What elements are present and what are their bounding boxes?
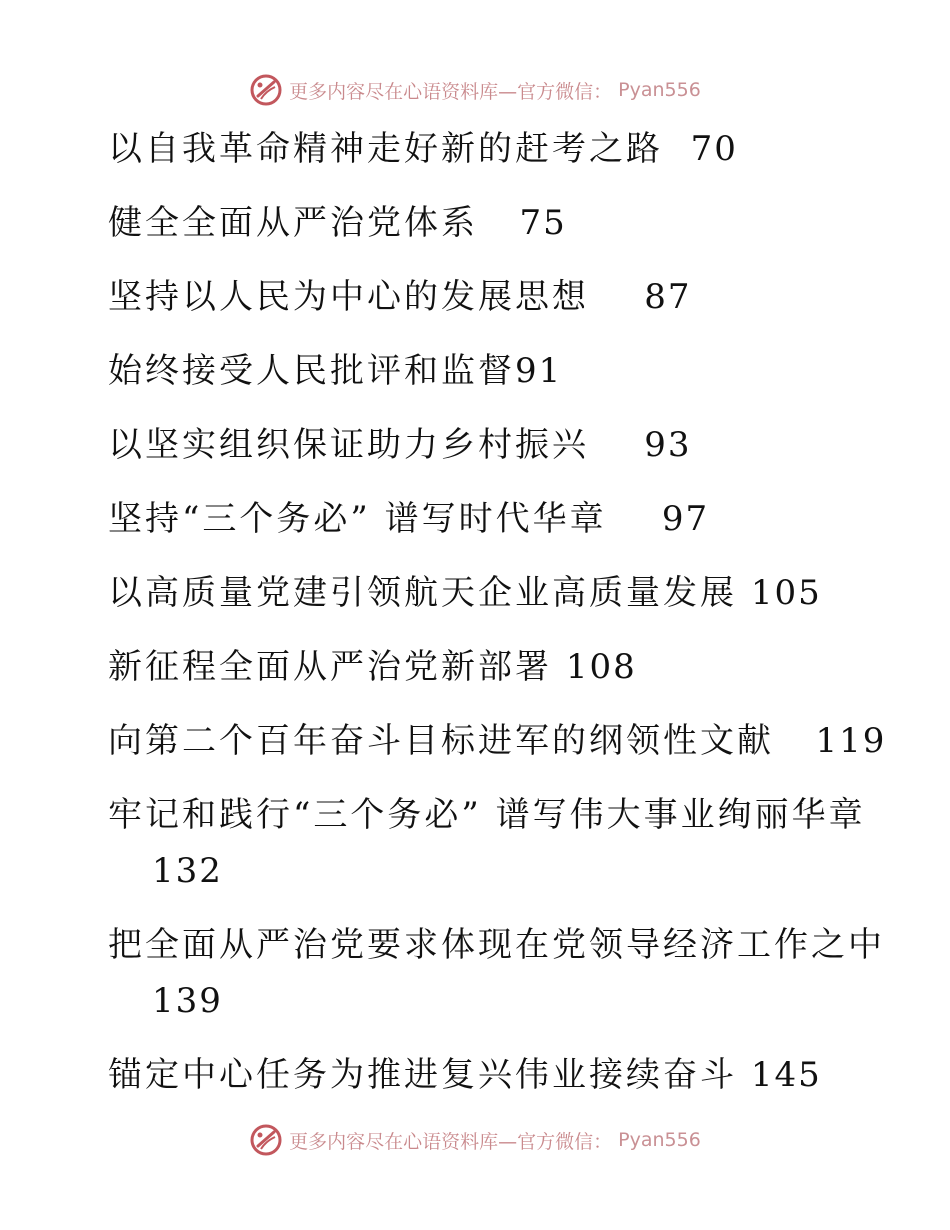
toc-entry-title: 牢记和践行“三个务必” 谱写伟大事业绚丽华章 xyxy=(108,795,866,835)
toc-entry-gap xyxy=(737,1055,751,1095)
toc-entry xyxy=(108,408,868,482)
watermark-id: Pyan556 xyxy=(618,1129,701,1151)
watermark-header xyxy=(0,72,950,108)
toc-entry-gap xyxy=(737,573,751,613)
toc-entry-title: 以高质量党建引领航天企业高质量发展 xyxy=(108,573,737,613)
toc-entry xyxy=(108,482,868,556)
toc-entry xyxy=(108,1038,868,1112)
toc-entry-page-number: 87 xyxy=(644,277,692,317)
toc-entry xyxy=(108,908,885,1038)
seal-icon xyxy=(249,1123,283,1157)
toc-entry-page-number: 97 xyxy=(661,499,710,539)
toc-entry-page-number: 105 xyxy=(750,573,822,613)
toc-entry xyxy=(108,556,868,630)
toc-entry-page-number: 70 xyxy=(690,129,738,169)
toc-entry-page-number: 145 xyxy=(750,1055,822,1095)
toc-entry-gap xyxy=(589,425,644,465)
seal-icon xyxy=(249,73,283,107)
toc-entry-title: 健全全面从严治党体系 xyxy=(108,203,478,243)
watermark-text: 更多内容尽在心语资料库—官方微信： xyxy=(289,1130,613,1153)
toc-entry-gap xyxy=(607,499,662,539)
toc-entry xyxy=(108,186,868,260)
watermark-text: 更多内容尽在心语资料库—官方微信： xyxy=(289,80,613,103)
toc-entry-gap xyxy=(589,277,644,317)
toc-entry-page-number: 93 xyxy=(644,425,692,465)
toc-entry xyxy=(108,260,868,334)
toc-entry xyxy=(108,334,868,408)
toc-entry-title: 向第二个百年奋斗目标进军的纲领性文献 xyxy=(108,721,774,761)
toc-entry-title: 锚定中心任务为推进复兴伟业接续奋斗 xyxy=(108,1055,737,1095)
toc-entry-gap xyxy=(552,647,566,687)
toc-entry-title: 始终接受人民批评和监督 xyxy=(108,351,515,391)
toc-entry-title: 新征程全面从严治党新部署 xyxy=(108,647,552,687)
toc-entry-gap xyxy=(774,721,815,761)
watermark-footer xyxy=(0,1122,950,1158)
toc-entry-gap xyxy=(478,203,519,243)
toc-entry xyxy=(108,778,868,908)
table-of-contents xyxy=(108,112,887,1112)
toc-entry-title: 把全面从严治党要求体现在党领导经济工作之中 xyxy=(108,925,885,965)
toc-entry-page-number: 132 xyxy=(152,851,223,891)
toc-entry-page-number: 139 xyxy=(152,981,223,1021)
toc-entry xyxy=(108,704,887,778)
watermark-id: Pyan556 xyxy=(618,79,701,101)
toc-entry-gap xyxy=(663,129,691,169)
toc-entry-title: 以自我革命精神走好新的赶考之路 xyxy=(108,129,663,169)
toc-entry-page-number: 75 xyxy=(519,203,567,243)
toc-entry-page-number: 108 xyxy=(565,647,637,687)
toc-entry-page-number: 91 xyxy=(515,351,563,391)
toc-entry-page-number: 119 xyxy=(815,721,887,761)
toc-entry xyxy=(108,630,868,704)
toc-entry-title: 坚持“三个务必” 谱写时代华章 xyxy=(108,499,607,539)
toc-entry xyxy=(108,112,868,186)
toc-entry-title: 以坚实组织保证助力乡村振兴 xyxy=(108,425,589,465)
toc-entry-title: 坚持以人民为中心的发展思想 xyxy=(108,277,589,317)
